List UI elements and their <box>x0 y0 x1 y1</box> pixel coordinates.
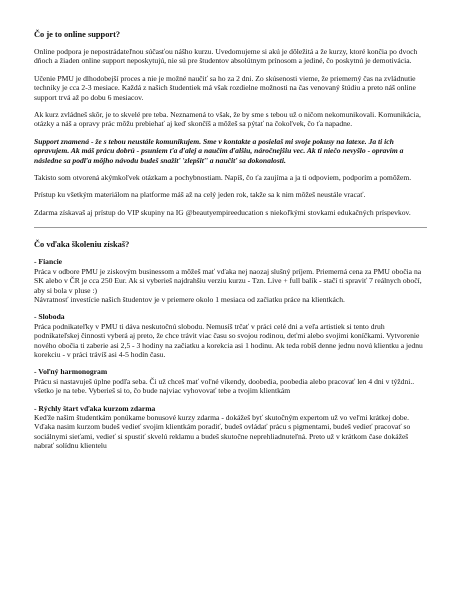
emphasis-paragraph: Support znamená - že s tebou neustále komunikujem. Sme v kontakte a posielaš mi svoje pokusy na latexe. Ja ti ich opravujem. Ak máš prácu dobrú - psuniem ťa ďalej a naučím ďalšiu, náročnejšiu vec. Ak ti niečo nevyšlo - opravím a následne sa podľa môjho návodu budeš snažiť 'zlepšiť' a naučiť sa dokonalosti. <box>34 136 404 165</box>
benefit-item-quick-start <box>34 404 427 451</box>
benefit-title: - Rýchly štart vďaka kurzom zdarma <box>34 403 156 413</box>
benefit-item-freedom <box>34 312 427 359</box>
section-divider <box>34 227 427 228</box>
benefit-item-schedule <box>34 367 427 395</box>
paragraph: Učenie PMU je dlhodobejší proces a nie je možné naučiť sa ho za 2 dni. Zo skúsenosti vieme, že priemerný čas na zvládnutie techniky je cca 2-3 mesiace. Každá z našich študentiek má však rozdielne možnosti na čas venovaný štúdiu a preto náš online support trvá až po dobu 6 mesiacov. <box>34 73 416 102</box>
heading-benefits: Čo vďaka školeniu získaš? <box>34 240 130 250</box>
section-online-support <box>34 30 427 217</box>
benefit-title: - Fiancie <box>34 257 63 267</box>
paragraph: Ak kurz zvládneš skôr, je to skvelé pre teba. Neznamená to však, že by sme s tebou už o ničom nekomunikovali. Komunikácia, otázky a náš a opravy prác môžu prebiehať aj keď skončíš a môžeš sa pýtať na čokoľvek, čo ťa napadne. <box>34 110 421 129</box>
benefit-text: Práca podnikateľky v PMU ti dáva neskutočnú slobodu. Nemusíš trčať v práci celé dni a veľa artistiek si tento druh podnikateľskej činnosti vyberá aj preto, že chce trávit viac času so svojou rodinou, deťmi alebo svojimi koníčkami. Vytvorenie nového obočia ti zaberie asi 2,5 - 3 hodiny na začiatku a korekcia asi 1 hodinu. Ak teda robíš denne jednu novú klientku a jednu korekciu - v práci trávíš asi 4-5 hodín času. <box>34 321 423 359</box>
benefit-text: Návratnosť investície našich študentov je v priemere okolo 1 mesiaca od začiatku práce na klientkách. <box>34 294 345 304</box>
benefit-text: Práca v odbore PMU je ziskovým businessom a môžeš mať vďaka nej naozaj slušný príjem. Priemerná cena za PMU obočia na SK alebo v ČR je cca 250 Eur. Ak si vyberieš najdrahšiu verziu kurzu - Tzn. Live + full balík - stačí ti spraviť 7 reálnych obočí, aby si bola v pluse :) <box>34 266 422 295</box>
heading-online-support: Čo je to online support? <box>34 30 121 39</box>
benefit-title: - Voľný harmonogram <box>34 367 108 377</box>
benefit-title: - Sloboda <box>34 312 65 322</box>
paragraph: Prístup ku všetkým materiálom na platforme máš až na celý jeden rok, takže sa k nim môžeš neustále vracať. <box>34 190 366 200</box>
benefit-text: Keďže našim študentkám ponúkame bonusové kurzy zdarma - dokážeš byť skutočným expertom už vo veľmi krátkej dobe. Vďaka nasim kurzom budeš vedieť svojim klientkám poradiť, budeš ovládať prácu s pigmentami, budeš vedieť pracovať so sociálnymi sieťami, vedieť si spustiť skvelú reklamu a budeš skutočne neprehliadnuteľná. Preto už v krátkom čase dokážeš nabrať solídnu klientelu <box>34 412 411 451</box>
paragraph: Zdarma získavaš aj prístup do VIP skupiny na IG @beautyempireeducation s niekoľkými stovkami edukačných príspevkov. <box>34 207 411 217</box>
paragraph: Online podpora je nepostrádateľnou súčasťou nášho kurzu. Uvedomujeme si akú je dôležitá a že kurzy, ktoré končia po dvoch dňoch a žiaden online support neposkytujú, nie sú pre študentov absolútnym prínosom a jediné, čo poskytnú je demotivácia. <box>34 47 418 66</box>
section-benefits <box>34 240 427 450</box>
benefit-item-finance <box>34 257 427 304</box>
paragraph: Takisto som otvorená akýmkoľvek otázkam a pochybnostiam. Napíš, čo ťa zaujíma a ja ti odpoviem, podporím a pomôžem. <box>34 173 412 183</box>
benefit-text: Prácu si nastavuješ úplne podľa seba. Či už chceš mať voľné víkendy, doobedia, poobedia alebo pracovať len 4 dni v týždni.. všetko je na tebe. Vyberieš si to, čo bude najviac vyhovovať tebe a tvojim klientkám <box>34 376 415 396</box>
